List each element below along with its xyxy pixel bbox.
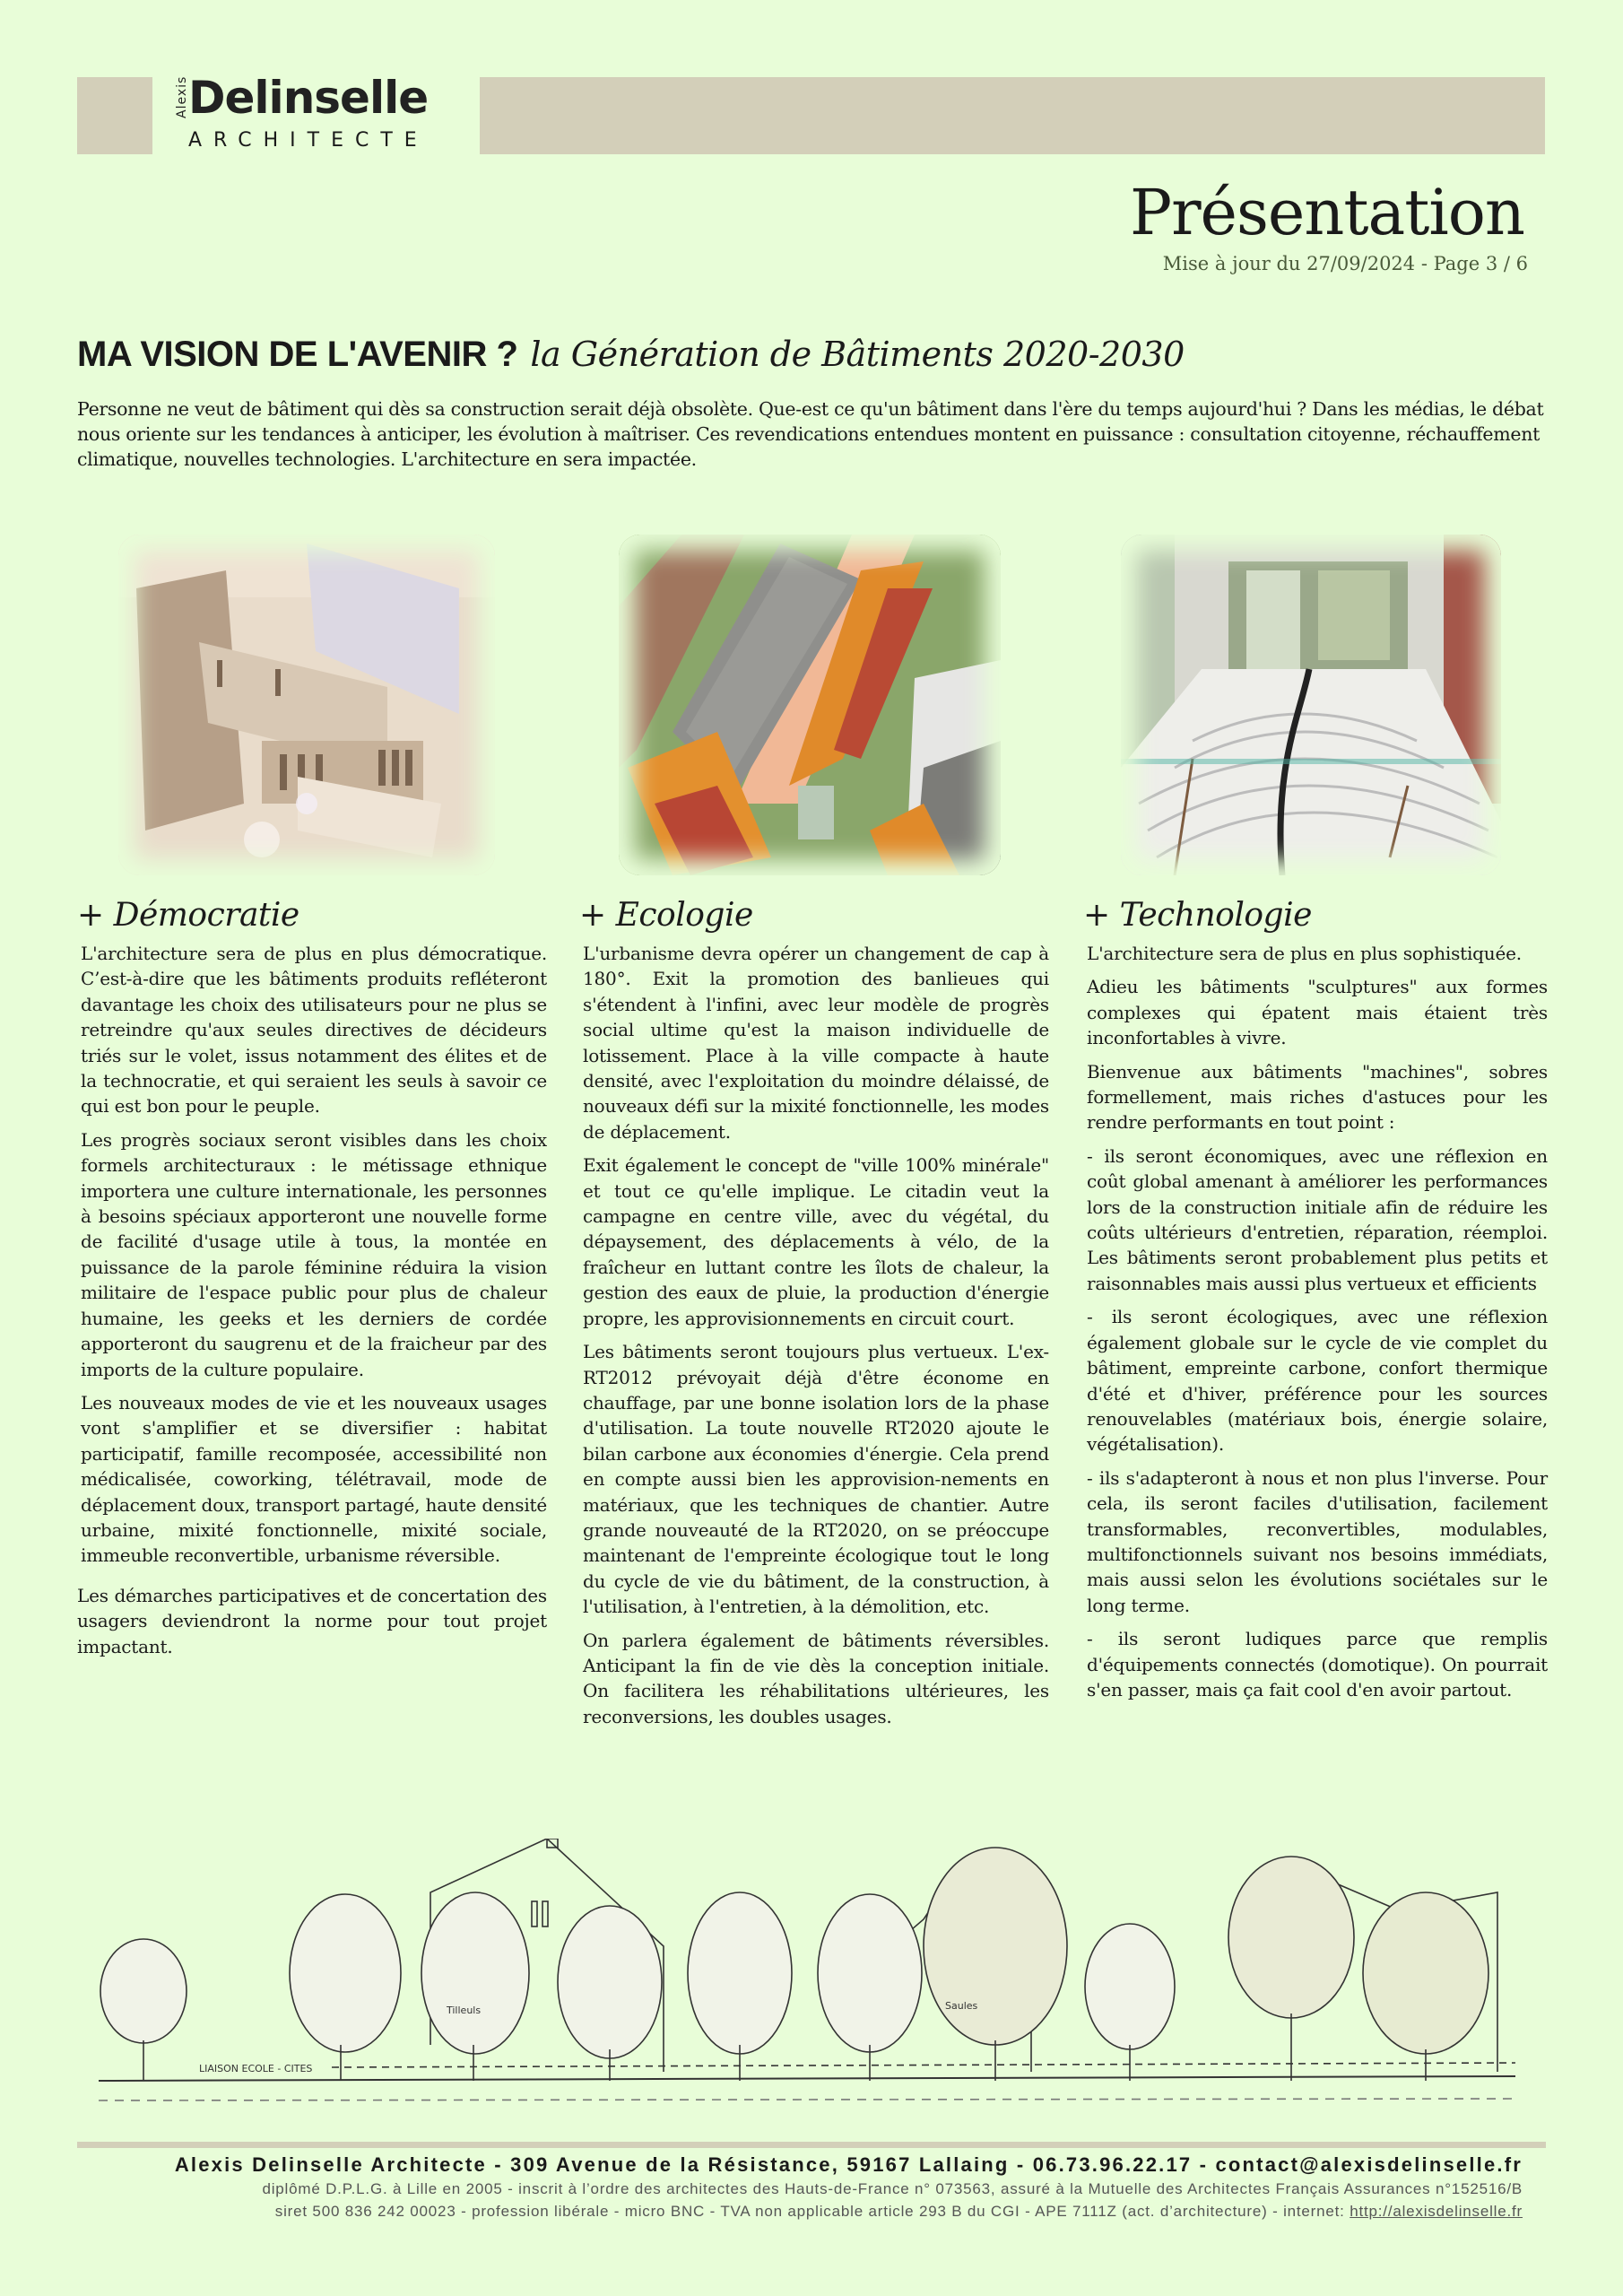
column-title: + Démocratie [77,897,299,934]
heading-italic: la Génération de Bâtiments 2020-2030 [530,335,1185,374]
paragraph: Adieu les bâtiments "sculptures" aux formes complexes qui épatent mais étaient très inconfortables à vivre. [1087,976,1548,1049]
page-title: Présentation [1129,176,1524,249]
footer-credentials-line: diplômé D.P.L.G. à Lille en 2005 - inscrit à l’ordre des architectes des Hauts-de-France n° 073563, assuré à la Mutuelle des Architectes Français Assurances n°152516/B [262,2180,1523,2197]
paragraph: On parlera également de bâtiments réversibles. Anticipant la fin de vie dès la conception initiale. On facilitera les réhabilitations ultérieures, les reconversions, les doubles usages. [583,1629,1049,1727]
paragraph: - ils seront écologiques, avec une réflexion également globale sur le cycle de vie complet du bâtiment, empreinte carbone, confort thermique d'été et d'hiver, préférence pour les sources renouvelables (matériaux bois, énergie solaire, végétalisation). [1087,1306,1548,1456]
photo-aerial-rendering [619,535,1001,875]
photo-architectural-model [118,535,495,875]
section-heading [77,334,1185,375]
footer-legal-line [275,2203,1523,2221]
paragraph: - ils seront ludiques parce que remplis d'équipements connectés (domotique). On pourrait s'en passer, mais ça fait cool d'en avoir partout. [1087,1628,1548,1700]
paragraph: L'architecture sera de plus en plus sophistiquée. [1087,943,1522,964]
paragraph: L'urbanisme devra opérer un changement de cap à 180°. Exit la promotion des banlieues qui s'étendent à l'infini, avec leur modèle de progrès social ultime qu'est la maison individuelle de lotissement. Place à la ville compacte à haute densité, avec l'exploitation du moindre délaissé, de nouveaux défi sur la mixité fonctionnelle, les modes de déplacement. [583,943,1049,1143]
heading-caps: MA VISION DE L'AVENIR ? [77,335,518,374]
column-title: + Technologie [1083,897,1312,934]
column-title: + Ecologie [579,897,753,934]
sketch-label-tilleuls: Tilleuls [447,2005,482,2016]
trees [100,1848,1488,2081]
street-elevation-sketch [99,1839,1515,2108]
footer-rule [77,2142,1546,2148]
paragraph: Les bâtiments seront toujours plus vertueux. L'ex-RT2012 prévoyait déjà d'être économe en chauffage, par une bonne isolation lors de la phase d'utilisation. La toute nouvelle RT2020 ajoute le bilan carbone aux économies d'énergie. Cela prend en compte aussi bien les approvision-nements en matériaux, que les techniques de chantier. Autre grande nouveauté de la RT2020, on se préoccupe maintenant de l'empreinte écologique tout le long du cycle de vie du bâtiment, de la construction, à l'utilisation, à l'entretien, à la démolition, etc. [583,1341,1049,1618]
header-band-left [77,77,152,154]
paragraph: - ils seront économiques, avec une réflexion en coût global amenant à améliorer les performances lors de la construction initiale afin de réduire les coûts ultérieurs d'entretien, réparation, réemploi. Les bâtiments seront probablement plus petits et raisonnables mais aussi plus vertueux et efficients [1087,1144,1548,1294]
photo-underfloor-heating [1121,535,1501,875]
logo-first-name: Alexis [175,75,189,118]
logo-last-name: Delinselle [188,72,429,124]
logo-subtitle: ARCHITECTE [188,129,429,152]
paragraph: Les progrès sociaux seront visibles dans les choix formels architecturaux : le métissage ethnique importera une culture internationale, les personnes à besoins spéciaux apporteront une nouvelle forme de facilité d'usage utile à tous, la montée en puissance de la parole féminine réduira la vision militaire de l'espace public pour plus de chaleur humaine, les geeks et les derniers de cordée apporteront du saugrenu et de la fraicheur par des imports de la culture populaire. [81,1128,547,1380]
paragraph: Exit également le concept de "ville 100% minérale" et tout ce qu'elle implique. Le citadin veut la campagne en centre ville, avec du végétal, du dépaysement, des déplacements à vélo, de la fraîcheur en luttant contre les îlots de chaleur, la gestion des eaux de pluie, la production d'énergie propre, les approvisionnements en circuit court. [583,1154,1049,1329]
website-link[interactable]: http://alexisdelinselle.fr [1350,2203,1523,2220]
sketch-label-path: LIAISON ECOLE - CITES [199,2063,313,2074]
footer-legal-text: siret 500 836 242 00023 - profession libérale - micro BNC - TVA non applicable article 293 B du CGI - APE 7111Z (act. d’architecture) - internet: [274,2203,1350,2220]
header-band-right [480,77,1545,154]
logo [175,72,444,161]
column-ecologie [579,897,1049,1737]
sketch-label-saules: Saules [945,2000,978,2012]
paragraph: Les démarches participatives et de concertation des usagers deviendront la norme pour tout projet impactant. [77,1584,547,1657]
paragraph: - ils s'adapteront à nous et non plus l'inverse. Pour cela, ils seront faciles d'utilisation, facilement transformables, reconvertibles, modulables, multifonctionnels suivant nos besoins immédiats, mais aussi selon les évolutions sociétales sur le long terme. [1087,1466,1548,1616]
paragraph: Les nouveaux modes de vie et les nouveaux usages vont s'amplifier et se diversifier : habitat participatif, famille recomposée, accessibilité non médicalisée, coworking, télétravail, mode de déplacement doux, transport partagé, haute densité urbaine, mixité fonctionnelle, mixité sociale, immeuble reconvertible, urbanisme réversible. [81,1391,547,1567]
paragraph: Bienvenue aux bâtiments "machines", sobres formellement, mais riches d'astuces pour les rendre performants en tout point : [1087,1060,1548,1134]
intro-paragraph: Personne ne veut de bâtiment qui dès sa construction serait déjà obsolète. Que-est ce qu'un bâtiment dans l'ère du temps aujourd'hui ? Dans les médias, le débat nous oriente sur les tendances à anticiper, les évolution à maîtriser. Ces revendications entendues montent en puissance : consultation citoyenne, réchauffement climatique, nouvelles technologies. L'architecture en sera impactée. [77,398,1544,470]
column-democratie [77,897,547,1667]
column-technologie [1083,897,1548,1710]
update-line: Mise à jour du 27/09/2024 - Page 3 / 6 [1162,253,1528,274]
footer-contact-line: Alexis Delinselle Architecte - 309 Avenue de la Résistance, 59167 Lallaing - 06.73.96.22.17 - contact@alexisdelinselle.fr [174,2153,1523,2176]
paragraph: L'architecture sera de plus en plus démocratique. C’est-à-dire que les bâtiments produits refléteront davantage les choix des utilisateurs pour ne plus se retreindre qu'aux seules directives de décideurs triés sur le volet, issus notamment des élites et de la technocratie, et qui seraient les seuls à savoir ce qui est bon pour le peuple. [81,943,547,1118]
